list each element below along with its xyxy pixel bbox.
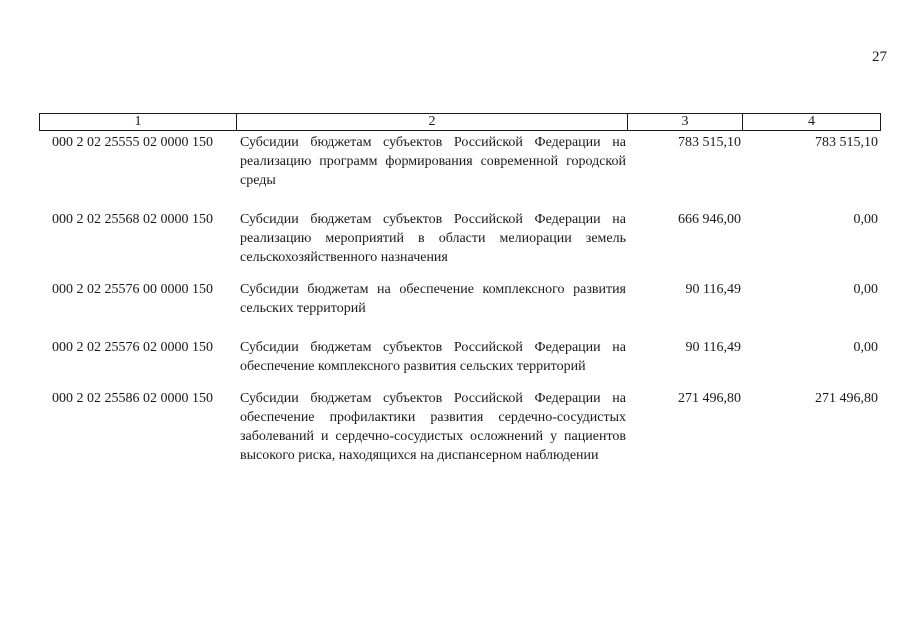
table-header (39, 113, 881, 131)
header-col-1: 1 (40, 114, 237, 130)
amount-col-4: 0,00 (853, 340, 878, 355)
amount-col-4: 271 496,80 (815, 391, 878, 406)
income-name: Субсидии бюджетам субъектов Российской Федерации на обеспечение профилактики развития сердечно-сосудистых заболеваний и сердечно-сосудистых осложнений у пациентов высокого риска, находящихся на диспансерном наблюдении (240, 391, 626, 463)
amount-col-4: 0,00 (853, 282, 878, 297)
budget-code: 000 2 02 25576 02 0000 150 (52, 340, 213, 355)
income-name: Субсидии бюджетам субъектов Российской Федерации на реализацию мероприятий в области мелиорации земель сельскохозяйственного назначения (240, 212, 626, 265)
header-col-3: 3 (628, 114, 743, 130)
amount-col-4: 0,00 (853, 212, 878, 227)
income-name: Субсидии бюджетам субъектов Российской Федерации на реализацию программ формирования современной городской среды (240, 135, 626, 188)
income-name: Субсидии бюджетам на обеспечение комплексного развития сельских территорий (240, 282, 626, 316)
header-col-2: 2 (237, 114, 628, 130)
budget-code: 000 2 02 25555 02 0000 150 (52, 135, 213, 150)
amount-col-3: 90 116,49 (685, 282, 741, 297)
page-number: 27 (872, 49, 887, 65)
budget-code: 000 2 02 25568 02 0000 150 (52, 212, 213, 227)
amount-col-3: 666 946,00 (678, 212, 741, 227)
budget-code: 000 2 02 25586 02 0000 150 (52, 391, 213, 406)
amount-col-3: 271 496,80 (678, 391, 741, 406)
header-col-4: 4 (808, 114, 815, 129)
amount-col-4: 783 515,10 (815, 135, 878, 150)
amount-col-3: 90 116,49 (685, 340, 741, 355)
income-name: Субсидии бюджетам субъектов Российской Федерации на обеспечение комплексного развития сельских территорий (240, 340, 626, 374)
amount-col-3: 783 515,10 (678, 135, 741, 150)
budget-code: 000 2 02 25576 00 0000 150 (52, 282, 213, 297)
